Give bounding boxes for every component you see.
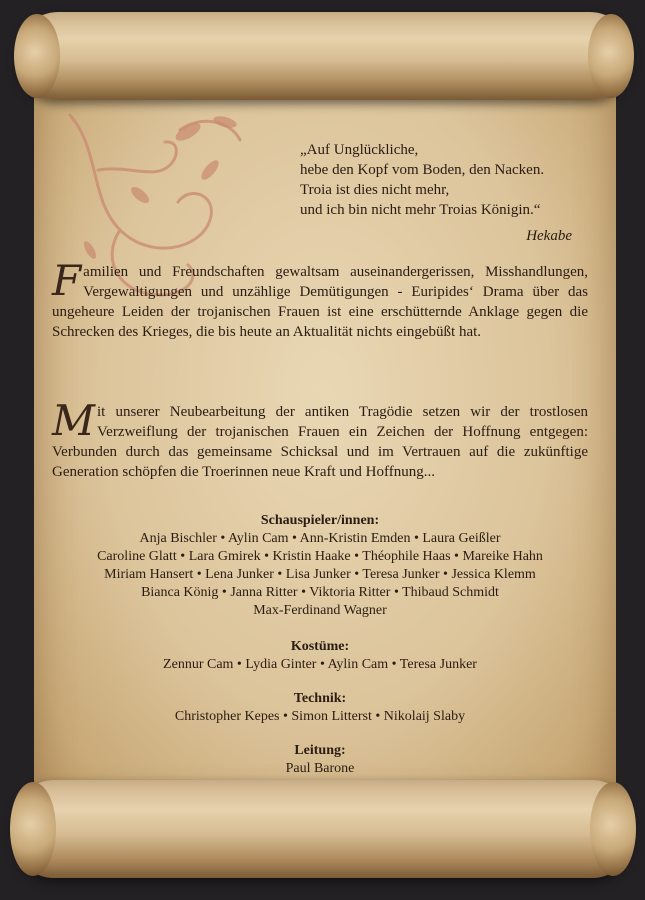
intro-paragraph [52,256,588,342]
cast-section [52,512,588,620]
paragraph-text: amilien und Freundschaften gewaltsam auseinandergerissen, Misshandlungen, Vergewaltigungen und unzählige Demütigungen - Euripides‘ Drama über das ungeheure Leiden der trojanischen Frauen ist eine erschütternde Anklage gegen die Schrecken des Krieges, die bis heute an Aktualität nichts eingebüßt hat. [52,264,588,340]
tech-heading: Technik: [293,691,347,706]
costumes-section [52,638,588,674]
drop-cap: F [52,256,82,305]
lead-heading: Leitung: [294,743,346,758]
lead-line: Paul Barone [285,761,355,776]
quote-line: und ich bin nicht mehr Troias Königin.“ [300,202,541,218]
drop-cap: M [52,396,96,445]
cast-line: Caroline Glatt • Lara Gmirek • Kristin Haake • Théophile Haas • Mareike Hahn [97,549,543,564]
top-scroll-roll [18,12,630,100]
quote-line: hebe den Kopf vom Boden, den Nacken. [300,162,545,178]
cast-line: Anja Bischler • Aylin Cam • Ann-Kristin Emden • Laura Geißler [139,531,501,546]
cast-line: Bianca König • Janna Ritter • Viktoria Ritter • Thibaud Schmidt [141,585,499,600]
concept-paragraph [52,396,588,482]
cast-line: Miriam Hansert • Lena Junker • Lisa Junker • Teresa Junker • Jessica Klemm [104,567,536,582]
bottom-scroll-roll [14,780,632,878]
costumes-heading: Kostüme: [290,639,350,654]
lead-section [52,742,588,778]
top-roll-right-end [588,14,634,98]
top-roll-left-end [14,14,60,98]
paragraph-text: it unserer Neubearbeitung der antiken Tragödie setzen wir der trostlosen Verzweiflung der trojanischen Frauen ein Zeichen der Hoffnung entgegen: Verbunden durch das gemeinsame Schicksal und im Vertrauen auf die zukünftige Generation schöpfen die Troerinnen neue Kraft und Hoffnung... [52,404,588,480]
quote-line: „Auf Unglückliche, [300,142,419,158]
bottom-roll-right-end [590,782,636,876]
cast-line: Max-Ferdinand Wagner [253,603,387,618]
tech-line: Christopher Kepes • Simon Litterst • Nikolaij Slaby [174,709,466,724]
tech-section [52,690,588,726]
opening-quote [300,140,600,246]
costumes-line: Zennur Cam • Lydia Ginter • Aylin Cam • Teresa Junker [163,657,477,672]
cast-heading: Schauspieler/innen: [260,513,380,528]
quote-author: Hekabe [526,228,572,244]
quote-line: Troia ist dies nicht mehr, [300,182,450,198]
bottom-roll-left-end [10,782,56,876]
